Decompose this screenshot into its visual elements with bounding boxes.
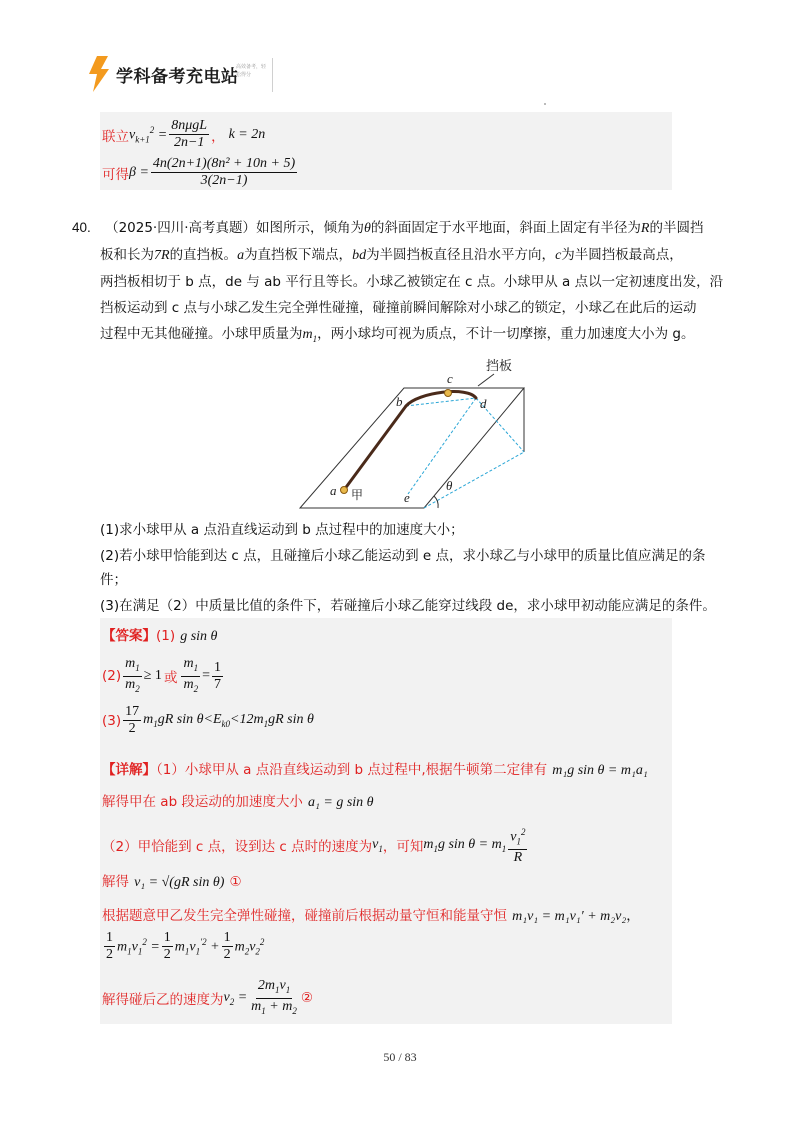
detail-line-6: $\frac{1}{2}$ $m_1v_1^2$ = $\frac{1}{2}$ $m_1v_1^{'2}$ + $\frac{1}{2}$ $m_2v_2^2$ — [106, 930, 265, 962]
question-line-4: 挡板运动到 c 点与小球乙发生完全弹性碰撞，碰撞前瞬间解除对小球乙的锁定，小球乙在此后的运动 — [100, 300, 697, 316]
detail-tag: 【详解】 — [102, 762, 156, 778]
sub-question-3: (3)在满足（2）中质量比值的条件下，若碰撞后小球乙能穿过线段 de，求小球甲初动能应满足的条件。 — [100, 598, 716, 614]
question-line-2: 板和长为7R的直挡板。a为直挡板下端点，bd为半圆挡板直径且沿水平方向，c为半圆挡板最高点， — [100, 247, 683, 263]
answer-box — [100, 618, 672, 1024]
brand-name: 学科备考充电站 — [116, 67, 239, 87]
answer-line-2: (2) $\frac{m_1}{m_2}$ ≥ 1 或 $\frac{m_1}{m_2}$ = $\frac{1}{7}$ — [102, 656, 221, 694]
incline-figure — [298, 356, 558, 512]
prev-line-1: 联立 $v_{k+1}^2$ = $\frac{\text{8nμgL}}{2n-1}$ ， k = 2n — [102, 118, 266, 150]
sub-question-1: (1)求小球甲从 a 点沿直线运动到 b 点过程中的加速度大小； — [100, 522, 464, 538]
straight-barrier — [344, 406, 406, 490]
detail-line-1: 【详解】（1）小球甲从 a 点沿直线运动到 b 点过程中,根据牛顿第二定律有 m₁g sin θ = m₁a₁ — [102, 762, 648, 778]
label-d: d — [480, 396, 487, 411]
lightning-bolt-icon — [88, 56, 110, 92]
label-board: 挡板 — [486, 359, 513, 374]
detail-line-5: 根据题意甲乙发生完全弹性碰撞，碰撞前后根据动量守恒和能量守恒 m₁v₁ = m₁v₁′ + m₂v₂， — [102, 908, 640, 924]
question-line-5: 过程中无其他碰撞。小球甲质量为$m_1$，两小球均可视为质点，不计一切摩擦，重力加速度大小为 g。 — [100, 326, 695, 344]
page-number: 50 / 83 — [383, 1050, 417, 1064]
header-divider — [272, 58, 273, 92]
brand-slogan: 高效备考，轻松得分 — [236, 64, 267, 78]
label-e: e — [404, 490, 410, 505]
question-number: 40. — [72, 220, 91, 235]
label-c: c — [447, 371, 453, 386]
de-dash — [408, 398, 476, 494]
header-logo — [88, 52, 274, 96]
answer-line-1: 【答案】(1) g sin θ — [102, 628, 218, 644]
ground-dash — [424, 452, 524, 508]
semicircle-barrier — [406, 392, 476, 406]
speck — [544, 103, 546, 105]
ball-yi — [445, 390, 452, 397]
prev-line-2: 可得 β = $\frac{\text{4n(2n+1)(8n² + 10n + 5)}}{3(2n-1)}$ — [102, 156, 296, 188]
detail-line-3: （2）甲恰能到 c 点，设到达 c 点时的速度为 $v_1$ ，可知 $m_1g$ $\sin \theta = m_1$ $\frac{v_1^2}{R}$ — [102, 824, 529, 866]
sub-questions: (1)求小球甲从 a 点沿直线运动到 b 点过程中的加速度大小； (2)若小球甲恰能到达 c 点，且碰撞后小球乙能运动到 e 点，求小球乙与小球甲的质量比值应满足的条 件； (3)在满足（2）中质量比值的条件下，若碰撞后小球乙能穿过线段 de，求小球甲初动能应满足的条件。 — [100, 520, 740, 616]
detail-line-2: 解得甲在 ab 段运动的加速度大小 a₁ = g sin θ — [102, 794, 374, 810]
label-theta: θ — [446, 478, 453, 493]
question-line-3: 两挡板相切于 b 点，de 与 ab 平行且等长。小球乙被锁定在 c 点。小球甲从 a 点以一定初速度出发，沿 — [100, 274, 724, 290]
label-b: b — [396, 394, 403, 409]
sub-question-2: (2)若小球甲恰能到达 c 点，且碰撞后小球乙能运动到 e 点，求小球乙与小球甲的质量比值应满足的条 — [100, 548, 706, 564]
answer-line-3: (3) $\frac{17}{2}$ $m_1gR$ $\sin \theta<E_{k0}<12m_1gR$ sin θ — [102, 704, 314, 736]
question-40 — [72, 218, 732, 349]
detail-line-4: 解得 v₁ = √(gR sin θ) ① — [102, 874, 242, 890]
prev-solution-box — [100, 112, 672, 190]
fraction: $\frac{\text{4n(2n+1)(8n² + 10n + 5)}}{3(2n-1)}$ — [152, 156, 296, 188]
detail-line-7: 解得碰后乙的速度为 $v_2$ = $\frac{2m_1v_1}{m_1 + m_2}$ ② — [102, 978, 313, 1016]
ball-jia — [341, 487, 348, 494]
board-pointer — [478, 374, 494, 386]
answer-tag: 【答案】 — [102, 628, 156, 644]
label-jia: 甲 — [351, 488, 364, 502]
label-a: a — [330, 483, 337, 498]
fraction: $\frac{\text{8nμgL}}{2n-1}$ — [171, 118, 208, 150]
question-line-1: 40. （2025·四川·高考真题）如图所示，倾角为θ的斜面固定于水平地面，斜面上固定有半径为R的半圆挡 — [72, 220, 704, 236]
